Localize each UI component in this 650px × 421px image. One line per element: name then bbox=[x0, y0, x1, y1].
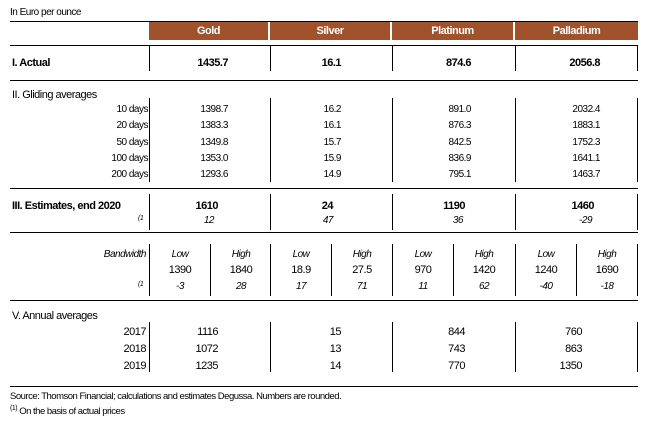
bandwidth-pct: 11 bbox=[418, 281, 428, 292]
cell-gliding-palladium: 1463.7 bbox=[572, 169, 600, 180]
bandwidth-value: 1420 bbox=[472, 264, 496, 276]
section-actual-label: I. Actual bbox=[12, 57, 50, 69]
cell-annual-platinum: 770 bbox=[448, 360, 465, 372]
cell-annual-gold: 1116 bbox=[197, 326, 218, 338]
footnote-text: On the basis of actual prices bbox=[19, 406, 125, 418]
bandwidth-value: 1240 bbox=[534, 264, 558, 276]
bandwidth-high-silver: High bbox=[352, 249, 372, 260]
cell-gliding-gold: 1353.0 bbox=[200, 153, 228, 164]
cell-gliding-gold: 1398.7 bbox=[200, 104, 228, 115]
row-label-20-days: 20 days bbox=[116, 120, 148, 131]
bandwidth-value: 27.5 bbox=[352, 264, 372, 276]
bandwidth-pct: 17 bbox=[295, 281, 307, 292]
header-palladium: Palladium bbox=[552, 25, 601, 37]
source-note: Source: Thomson Financial; calculations and estimates Degussa. Numbers are rounded. bbox=[10, 391, 342, 402]
cell-estimate-pct-silver: 47 bbox=[322, 215, 333, 226]
row-label-2018: 2018 bbox=[123, 343, 146, 355]
separator-footer bbox=[10, 386, 638, 387]
bandwidth-pct: 62 bbox=[478, 281, 490, 292]
cell-annual-gold: 1235 bbox=[195, 360, 218, 372]
bandwidth-low-palladium: Low bbox=[537, 249, 555, 260]
cell-actual-palladium: 2056.8 bbox=[569, 57, 600, 69]
footnote-marker: (1 bbox=[138, 215, 144, 222]
cell-gliding-silver: 15.7 bbox=[323, 137, 341, 148]
row-label-50-days: 50 days bbox=[116, 137, 148, 148]
section-annual-label: V. Annual averages bbox=[12, 310, 98, 322]
row-label-10-days: 10 days bbox=[116, 104, 148, 115]
header-gold: Gold bbox=[196, 25, 221, 37]
cell-actual-platinum: 874.6 bbox=[445, 57, 471, 69]
table-unit-title: In Euro per ounce bbox=[10, 7, 81, 18]
cell-gliding-gold: 1293.6 bbox=[200, 169, 228, 180]
footnote-marker: (1 bbox=[138, 281, 144, 288]
bandwidth-pct: 28 bbox=[235, 281, 247, 292]
bandwidth-high-palladium: High bbox=[597, 249, 617, 260]
cell-gliding-silver: 16.2 bbox=[323, 104, 341, 115]
bandwidth-label: Bandwidth bbox=[103, 249, 146, 260]
row-label-2019: 2019 bbox=[123, 360, 146, 372]
cell-annual-gold: 1072 bbox=[195, 343, 218, 355]
row-label-2017: 2017 bbox=[123, 326, 146, 338]
bandwidth-low-gold: Low bbox=[171, 249, 189, 260]
cell-estimate-pct-gold: 12 bbox=[203, 215, 214, 226]
footnote bbox=[10, 405, 125, 417]
cell-gliding-palladium: 1641.1 bbox=[572, 153, 600, 164]
cell-annual-silver: 13 bbox=[329, 343, 341, 355]
cell-actual-gold: 1435.7 bbox=[197, 57, 228, 69]
cell-gliding-gold: 1349.8 bbox=[200, 137, 228, 148]
separator-header bbox=[10, 45, 638, 46]
vline bbox=[637, 45, 638, 71]
bandwidth-value: 1690 bbox=[595, 264, 619, 276]
section-gliding-label: II. Gliding averages bbox=[12, 89, 97, 101]
vline bbox=[637, 322, 638, 372]
separator-gliding bbox=[10, 188, 638, 189]
separator-actual bbox=[10, 80, 638, 81]
cell-gliding-silver: 16.1 bbox=[323, 120, 341, 131]
bandwidth-pct: -18 bbox=[600, 281, 614, 292]
footnote-marker: (1) bbox=[10, 405, 18, 412]
bandwidth-low-silver: Low bbox=[292, 249, 310, 260]
cell-estimate-silver: 24 bbox=[321, 200, 333, 212]
bandwidth-low-platinum: Low bbox=[414, 249, 432, 260]
cell-estimate-pct-platinum: 36 bbox=[452, 215, 463, 226]
cell-annual-silver: 14 bbox=[329, 360, 341, 372]
cell-gliding-palladium: 2032.4 bbox=[572, 104, 600, 115]
cell-gliding-silver: 15.9 bbox=[323, 153, 341, 164]
bandwidth-pct: -40 bbox=[539, 281, 553, 292]
cell-annual-silver: 15 bbox=[329, 326, 341, 338]
cell-gliding-palladium: 1752.3 bbox=[572, 137, 600, 148]
bandwidth-value: 1390 bbox=[168, 264, 192, 276]
section-estimates-label: III. Estimates, end 2020 bbox=[12, 200, 121, 212]
cell-estimate-palladium: 1460 bbox=[571, 200, 594, 212]
separator-bandwidth bbox=[10, 300, 638, 301]
cell-estimate-gold: 1610 bbox=[195, 200, 218, 212]
cell-gliding-gold: 1383.3 bbox=[200, 120, 228, 131]
bandwidth-high-gold: High bbox=[231, 249, 251, 260]
cell-annual-palladium: 863 bbox=[565, 343, 582, 355]
vline bbox=[637, 194, 638, 230]
cell-gliding-platinum: 795.1 bbox=[448, 169, 471, 180]
cell-gliding-platinum: 836.9 bbox=[448, 153, 471, 164]
cell-estimate-platinum: 1190 bbox=[443, 200, 465, 212]
separator-estimates bbox=[10, 232, 638, 233]
row-label-200-days: 200 days bbox=[111, 169, 148, 180]
cell-annual-palladium: 760 bbox=[565, 326, 582, 338]
bandwidth-pct: -3 bbox=[176, 281, 184, 292]
vline bbox=[637, 244, 638, 296]
vline bbox=[637, 98, 638, 182]
cell-estimate-pct-palladium: -29 bbox=[579, 215, 592, 226]
bandwidth-value: 18.9 bbox=[291, 264, 311, 276]
bandwidth-high-platinum: High bbox=[474, 249, 494, 260]
bandwidth-value: 970 bbox=[414, 264, 432, 276]
cell-annual-platinum: 844 bbox=[448, 326, 465, 338]
row-label-100-days: 100 days bbox=[111, 153, 148, 164]
cell-gliding-platinum: 876.3 bbox=[448, 120, 471, 131]
cell-gliding-platinum: 842.5 bbox=[448, 137, 471, 148]
cell-actual-silver: 16.1 bbox=[321, 57, 341, 69]
cell-gliding-platinum: 891.0 bbox=[448, 104, 471, 115]
header-platinum: Platinum bbox=[431, 25, 474, 37]
bandwidth-pct: 71 bbox=[356, 281, 368, 292]
bandwidth-value: 1840 bbox=[229, 264, 253, 276]
cell-annual-platinum: 743 bbox=[448, 343, 465, 355]
cell-gliding-palladium: 1883.1 bbox=[572, 120, 600, 131]
cell-gliding-silver: 14.9 bbox=[323, 169, 341, 180]
header-silver: Silver bbox=[316, 25, 344, 37]
cell-annual-palladium: 1350 bbox=[559, 360, 582, 372]
